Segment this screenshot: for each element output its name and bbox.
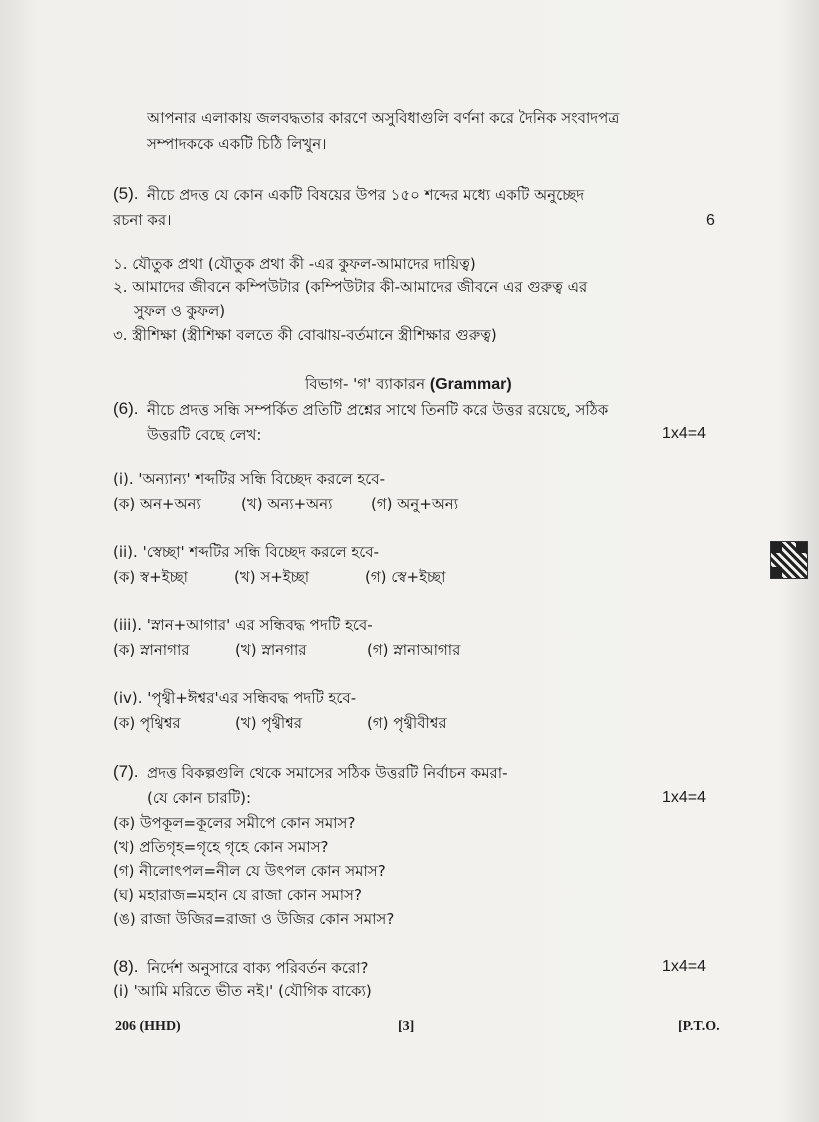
q7-item-kha: (খ) প্রতিগৃহ=গৃহে গৃহে কোন সমাস? xyxy=(113,838,329,856)
q7-item-ga: (গ) নীলোৎপল=নীল যে উৎপল কোন সমাস? xyxy=(113,862,386,880)
q6-ii-option-b: (খ) স+ইচ্ছা xyxy=(234,568,310,586)
q7-line-1: প্রদত্ত বিকল্পগুলি থেকে সমাসের সঠিক উত্তরটি নির্বাচন কমরা- xyxy=(147,764,508,782)
q7-item-gha: (ঘ) মহারাজ=মহান যে রাজা কোন সমাস? xyxy=(113,886,362,904)
q6-number: (6). xyxy=(113,399,139,418)
section-title: বিভাগ- 'গ' ব্যাকারন xyxy=(305,375,426,393)
q6-i-option-a: (ক) অন+অন্য xyxy=(113,495,201,513)
q6-iii-question: (iii). 'স্নান+আগার' এর সন্ধিবদ্ধ পদটি হবে- xyxy=(113,616,373,634)
intro-line-2: সম্পাদককে একটি চিঠি লিখুন। xyxy=(147,135,327,153)
q5-marks: 6 xyxy=(706,212,715,229)
q5-topic-3: ৩. স্ত্রীশিক্ষা (স্ত্রীশিক্ষা বলতে কী বোঝায়-বর্তমানে স্ত্রীশিক্ষার গুরুত্ব) xyxy=(113,326,497,344)
q6-iv-option-a: (ক) পৃথ্বিশ্বর xyxy=(113,714,181,732)
q7-line-2: (যে কোন চারটি): xyxy=(147,789,252,807)
q6-i-question: (i). 'অন্যান্য' শব্দটির সন্ধি বিচ্ছেদ করলে হবে- xyxy=(113,470,386,488)
q6-iv-options xyxy=(113,713,447,733)
q6-ii-option-a: (ক) স্ব+ইচ্ছা xyxy=(113,568,189,586)
q6-i-option-c: (গ) অনু+অন্য xyxy=(371,495,459,513)
q5-topic-2-line-1: ২. আমাদের জীবনে কম্পিউটার (কম্পিউটার কী-আমাদের জীবনে এর গুরুত্ব এর xyxy=(113,278,588,296)
q6-marks: 1x4=4 xyxy=(662,425,707,442)
q7-number: (7). xyxy=(113,762,139,781)
q6-i-option-b: (খ) অন্য+অন্য xyxy=(241,495,333,513)
footer-page-number: [3] xyxy=(398,1019,415,1034)
section-heading xyxy=(305,374,512,395)
q8-item-i: (i) 'আমি মরিতে ভীত নই।' (যৌগিক বাক্যে) xyxy=(113,982,372,1000)
qr-code-icon xyxy=(770,541,808,579)
q6-line-2: উত্তরটি বেছে লেখ: xyxy=(147,426,262,444)
q5-topic-2-line-2: সুফল ও কুফল) xyxy=(134,302,226,320)
q8-marks: 1x4=4 xyxy=(662,958,707,975)
q5-topic-1: ১. যৌতুক প্রথা (যৌতুক প্রথা কী -এর কুফল-আমাদের দায়িত্ব) xyxy=(113,255,476,273)
q6-iii-option-c: (গ) স্নানাআগার xyxy=(367,641,461,659)
q7-item-ka: (ক) উপকূল=কূলের সমীপে কোন সমাস? xyxy=(113,814,356,832)
q6-iii-options xyxy=(113,640,460,660)
q7-marks: 1x4=4 xyxy=(662,789,707,806)
q5-number: (5). xyxy=(113,184,139,203)
q6-iv-option-b: (খ) পৃথ্বীশ্বর xyxy=(235,714,303,732)
q6-ii-options xyxy=(113,567,445,587)
q6-ii-option-c: (গ) স্বে+ইচ্ছা xyxy=(365,568,446,586)
section-title-en: (Grammar) xyxy=(429,376,512,393)
q5-line-1: নীচে প্রদত্ত যে কোন একটি বিষয়ের উপর ১৫০ শব্দের মধ্যে একটি অনুচ্ছেদ xyxy=(147,186,585,204)
footer-paper-code: 206 (HHD) xyxy=(115,1019,181,1034)
q6-line-1: নীচে প্রদত্ত সন্ধি সম্পর্কিত প্রতিটি প্রশ্নের সাথে তিনটি করে উত্তর রয়েছে, সঠিক xyxy=(147,401,609,419)
q6-iv-option-c: (গ) পৃথ্বীবীশ্বর xyxy=(367,714,447,732)
q6-iii-option-b: (খ) স্নানগার xyxy=(235,641,307,659)
q6-ii-question: (ii). 'স্বেচ্ছা' শব্দটির সন্ধি বিচ্ছেদ করলে হবে- xyxy=(113,543,379,561)
q7-item-uma: (ঙ) রাজা উজির=রাজা ও উজির কোন সমাস? xyxy=(113,910,395,928)
q5-line-2: রচনা কর। xyxy=(113,211,172,229)
q6-i-options xyxy=(113,494,458,514)
footer-pto: [P.T.O. xyxy=(678,1019,720,1034)
q6-iii-option-a: (ক) স্নানাগার xyxy=(113,641,190,659)
q8-number: (8). xyxy=(113,957,139,976)
q8-line-1: নির্দেশ অনুসারে বাক্য পরিবর্তন করো? xyxy=(147,959,369,977)
q6-iv-question: (iv). 'পৃথ্বী+ঈশ্বর'এর সন্ধিবদ্ধ পদটি হবে- xyxy=(113,689,357,707)
intro-line-1: আপনার এলাকায় জলবদ্ধতার কারণে অসুবিধাগুলি বর্ণনা করে দৈনিক সংবাদপত্র xyxy=(147,109,620,127)
